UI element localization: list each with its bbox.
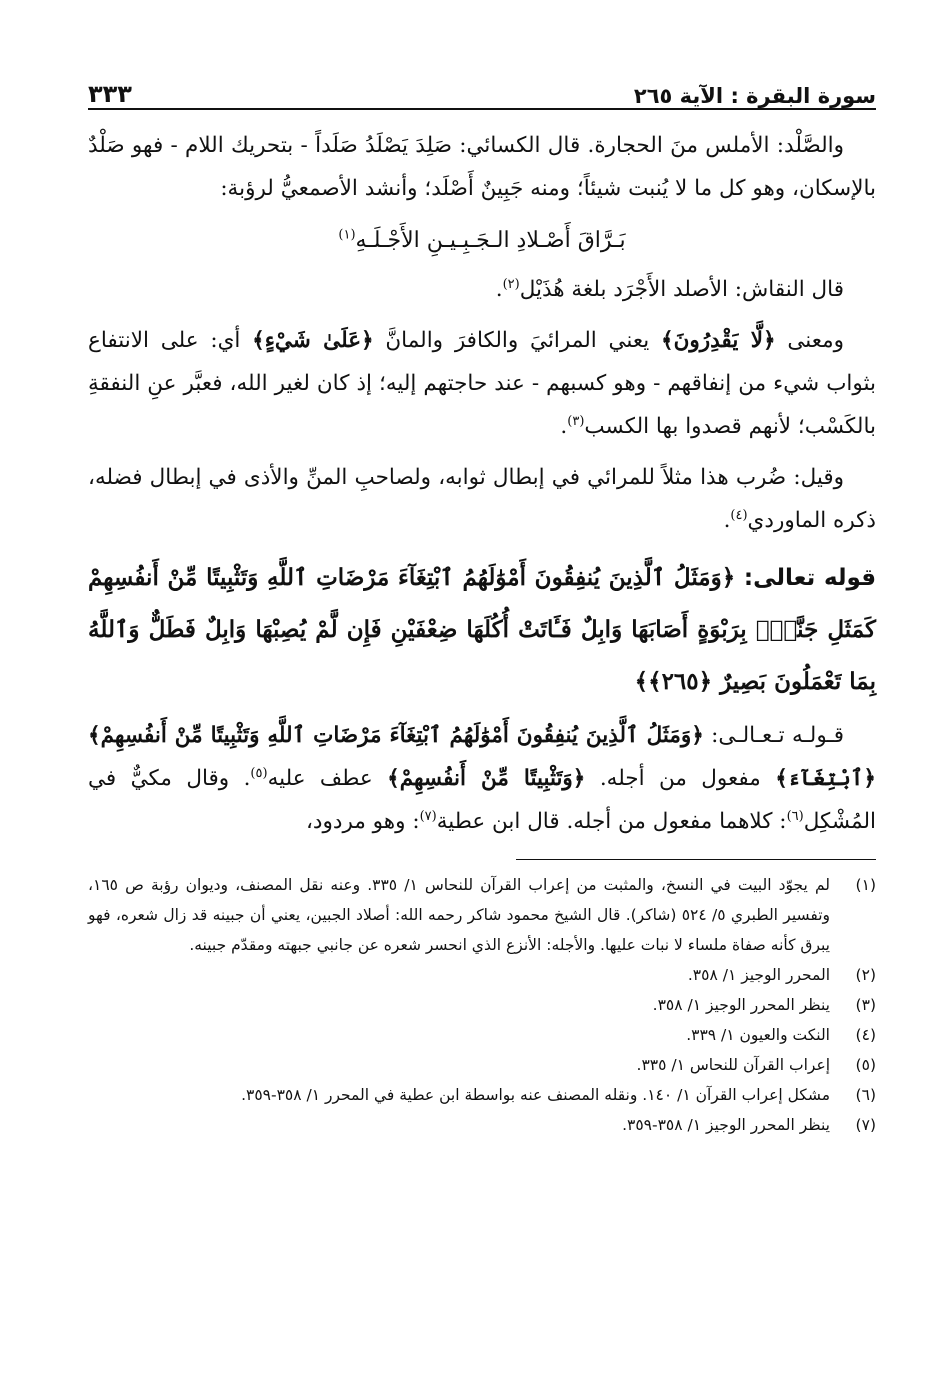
footnote-number: (١) [855,876,876,894]
footnote-number: (٢) [855,966,876,984]
paragraph-meaning [88,319,876,448]
footnote-number: (٧) [855,1116,876,1134]
footnote-item [88,1080,876,1110]
footnote-ref[interactable]: (٦) [786,808,804,824]
footnote-item [88,1050,876,1080]
punctuation: . [495,277,503,302]
footnote-number: (٥) [855,1056,876,1074]
verse-heading [88,552,876,708]
quran-quote: ﴿عَلَىٰ شَيْءٍ﴾ [252,328,374,353]
punctuation: . [723,508,731,533]
footnote-ref[interactable]: (٥) [250,765,268,781]
paragraph-text: قـولـه تـعـالـى: [711,723,844,748]
quran-quote: ﴿ٱبْتِغَآءَ﴾ [775,766,876,791]
book-page [88,62,876,1140]
paragraph-text: : وهو مردود، [305,809,420,834]
footnote-number: (٣) [855,996,876,1014]
paragraph-text: يعني المرائيَ والكافرَ والمانَّ [385,328,650,353]
quran-quote: ﴿لَّا يَقْدِرُونَ﴾ [661,328,776,353]
footnote-text: النكت والعيون ١/ ٣٣٩. [686,1026,830,1044]
page-number: ٣٣٣ [88,80,132,108]
footnote-text: المحرر الوجيز ١/ ٣٥٨. [687,966,830,984]
footnote-text: مشكل إعراب القرآن ١/ ١٤٠. ونقله المصنف عنه بواسطة ابن عطية في المحرر ١/ ٣٥٨-٣٥٩. [241,1086,830,1104]
paragraph-text: قال النقاش: الأصلد الأَجْرَد بلغة هُذَيْل [519,277,844,302]
verse-lead: قوله تعالى: [743,565,877,591]
paragraph-commentary [88,714,876,843]
paragraph-salad [88,124,876,210]
paragraph-text: مفعول من أجله. [599,766,761,791]
verse-text: بَـرَّاقَ أَصْـلادِ الـجَـبِـيـنِ الأَجْـلَـهِ [355,228,626,253]
paragraph-text: عطف عليه [267,766,373,791]
paragraph-text: . وقال مكيٌّ في المُشْكِل [88,766,876,834]
paragraph-text: : كلاهما مفعول من أجله. قال ابن عطية [436,809,787,834]
paragraph-text: ومعنى [787,328,844,353]
footnote-item [88,960,876,990]
footnote-ref[interactable]: (١) [338,227,356,243]
footnotes [88,870,876,1140]
poetry-verse [88,218,876,264]
footnote-ref[interactable]: (٤) [730,507,748,523]
quran-quote: ﴿وَمَثَلُ ٱلَّذِينَ يُنفِقُونَ أَمْوَٰلَهُمُ ٱبْتِغَآءَ مَرْضَاتِ ٱللَّهِ وَتَثْبِيتًا مِّنْ أَنفُسِهِمْ﴾ [88,723,704,748]
footnote-item [88,1110,876,1140]
footnote-text: لم يجوّد البيت في النسخ، والمثبت من إعراب القرآن للنحاس ١/ ٣٣٥. وعنه نقل المصنف، وديوان رؤبة ص ١٦٥، وتفسير الطبري ٥/ ٥٢٤ (شاكر). قال الشيخ محمود شاكر رحمه الله: أصلاد الجبين، يعني أن جبينه قد زال شعره، فهو يبرق كأنه صفاة ملساء لا نبات عليها. والأجله: الأنزع الذي انحسر شعره عن جانبي جبهته ومقدّم جبينه. [88,876,831,954]
footnote-number: (٤) [855,1026,876,1044]
paragraph-mawardi [88,456,876,542]
footnote-item [88,990,876,1020]
footnote-item [88,1020,876,1050]
footnote-ref[interactable]: (٢) [502,276,520,292]
paragraph-text: والصَّلْد: الأملس منَ الحجارة. قال الكسائي: صَلِدَ يَصْلَدُ صَلَداً - بتحريك اللام - فهو صَلْدٌ بالإسكان، وهو كل ما لا يُنبت شيئاً؛ ومنه جَبِينٌ أَصْلَد؛ وأنشد الأصمعيُّ لرؤبة: [88,133,876,201]
footnote-divider [516,859,876,860]
footnote-ref[interactable]: (٣) [567,413,585,429]
paragraph-naqqash [88,268,876,311]
footnote-text: إعراب القرآن للنحاس ١/ ٣٣٥. [636,1056,830,1074]
footnote-text: ينظر المحرر الوجيز ١/ ٣٥٨-٣٥٩. [622,1116,830,1134]
running-title: سورة البقرة : الآية ٢٦٥ [633,84,876,108]
punctuation: . [560,414,568,439]
footnote-item [88,870,876,960]
paragraph-text: أي: على الانتفاع بثواب شيء من إنفاقهم - وهو كسبهم - عند حاجتهم إليه؛ إذ كان لغير الله، فعبَّر عنِ النفقةِ بالكَسْب؛ لأنهم قصدوا بها الكسب [88,328,876,439]
paragraph-text: وقيل: ضُرب هذا مثلاً للمرائي في إبطال ثوابه، ولصاحبِ المنِّ والأذى في إبطال فضله، ذكره الماوردي [88,465,876,533]
quran-quote: ﴿وَتَثْبِيتًا مِّنْ أَنفُسِهِمْ﴾ [387,766,586,791]
footnote-number: (٦) [855,1086,876,1104]
footnote-text: ينظر المحرر الوجيز ١/ ٣٥٨. [652,996,830,1014]
quran-verse: ﴿وَمَثَلُ ٱلَّذِينَ يُنفِقُونَ أَمْوَٰلَهُمُ ٱبْتِغَآءَ مَرْضَاتِ ٱللَّهِ وَتَثْبِيتًا مِّنْ أَنفُسِهِمْ كَمَثَلِ جَنَّةٍۭ بِرَبْوَةٍ أَصَابَهَا وَابِلٌ فَـَٔاتَتْ أُكُلَهَا ضِعْفَيْنِ فَإِن لَّمْ يُصِبْهَا وَابِلٌ فَطَلٌّ وَٱللَّهُ بِمَا تَعْمَلُونَ بَصِيرٌ ﴿٢٦٥﴾﴾ [88,564,876,695]
page-header [88,62,876,110]
main-text [88,124,876,843]
footnote-ref[interactable]: (٧) [419,808,437,824]
